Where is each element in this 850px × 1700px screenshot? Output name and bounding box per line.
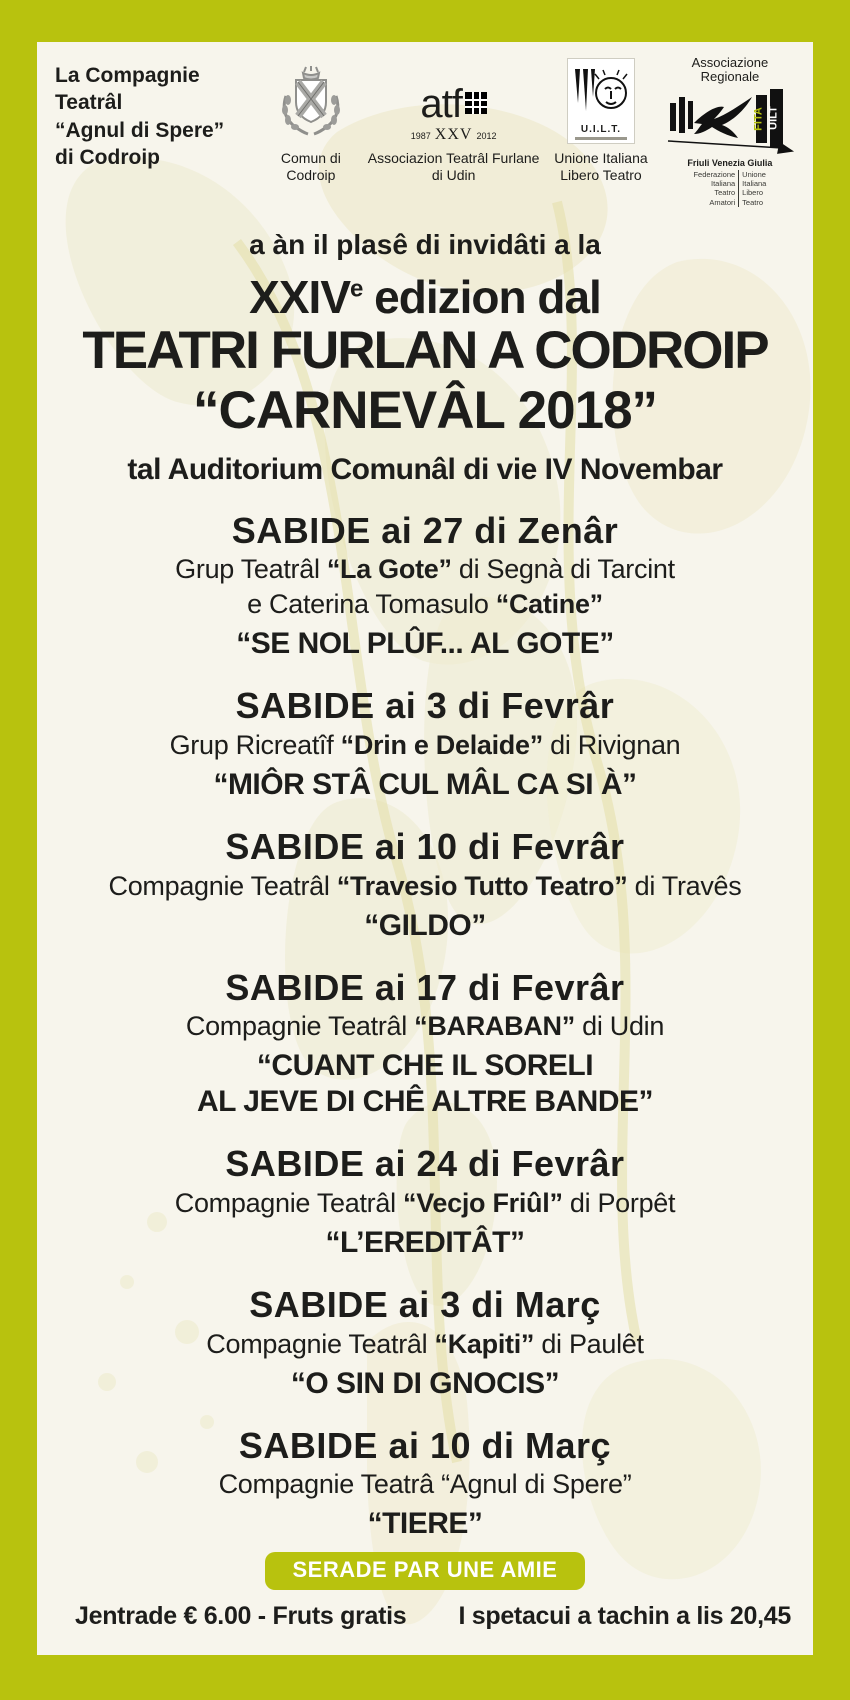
- logo-comun-caption: Comun di Codroip: [280, 150, 341, 183]
- fita-fine-r4: Teatro: [742, 197, 764, 207]
- poster-canvas: [37, 42, 813, 1655]
- event-4-play-title-line2: AL JEVE DI CHÊ ALTRE BANDE”: [197, 1085, 653, 1119]
- logo-comun-di-codroip: [256, 56, 367, 184]
- atf-year-mid: XXV: [434, 126, 473, 143]
- fita-fine-l4: Amatori: [709, 197, 736, 207]
- event-2-date: SABIDE ai 3 di Fevrâr: [235, 685, 615, 727]
- event-4-company-name: “BARABAN”: [414, 1011, 575, 1042]
- event-1-line2-pre: e Caterina Tomasulo: [247, 589, 496, 620]
- event-7-company: [37, 1469, 813, 1500]
- uilt-vertical-label: UILT: [767, 105, 780, 130]
- organizer-line3: di Codroip: [55, 145, 160, 169]
- event-4-play-title-line1: “CUANT CHE IL SORELI: [256, 1049, 594, 1083]
- invitation-line: a àn il plasê di invidâti a la: [249, 229, 601, 261]
- organizer-line1: La Compagnie Teatrâl: [55, 64, 200, 115]
- event-4-company: [37, 1011, 813, 1042]
- fita-fine-l2: Italiana: [710, 178, 736, 188]
- event-5-company-post: di Porpêt: [562, 1187, 676, 1218]
- event-3-company-pre: Compagnie Teatrâl: [108, 870, 337, 901]
- event-1-company-pre: Grup Teatrâl: [175, 554, 327, 585]
- festival-title: TEATRI FURLAN A CODROIP: [82, 321, 768, 381]
- edition-ordinal: e: [350, 275, 363, 303]
- event-3-company-post: di Travês: [627, 870, 742, 901]
- event-4-company-post: di Udin: [574, 1011, 665, 1042]
- fita-region-label: Friuli Venezia Giulia: [687, 157, 773, 168]
- event-3-company: [37, 871, 813, 902]
- footer: [37, 1602, 813, 1655]
- event-2-play-title: “MIÔR STÂ CUL MÂL CA SI À”: [213, 768, 637, 801]
- event-2-company-pre: Grup Ricreatîf: [169, 729, 341, 760]
- event-6-date: SABIDE ai 3 di Març: [249, 1283, 601, 1325]
- event-1-line2-name: “Catine”: [495, 589, 603, 620]
- fita-vertical-label: FITA: [752, 106, 765, 131]
- atf-year-right: 2012: [476, 131, 497, 141]
- event-block-2: [37, 662, 813, 803]
- event-block-3: [37, 803, 813, 944]
- fita-top1: Associazione: [691, 55, 769, 70]
- event-6-company: [37, 1329, 813, 1360]
- event-block-4: [37, 944, 813, 1121]
- event-1-company: [37, 554, 813, 585]
- logo-fita-uilt: [661, 56, 799, 207]
- fita-eagle-icon: [664, 85, 796, 157]
- event-4-company-pre: Compagnie Teatrâl: [185, 1011, 415, 1042]
- event-6-company-pre: Compagnie Teatrâl: [206, 1328, 435, 1359]
- logo-uilt-caption2: Libero Teatro: [560, 166, 642, 183]
- logo-atf-caption1: Associazion Teatrâl Furlane: [367, 150, 540, 166]
- event-block-6: [37, 1261, 813, 1402]
- showtime-note: I spetacui a tachin a lis 20,45: [458, 1602, 791, 1630]
- atf-square-icon: [465, 92, 487, 114]
- header: [37, 42, 813, 207]
- event-1-play-title: “SE NOL PLÛF... AL GOTE”: [236, 627, 614, 661]
- uilt-mask-icon: [567, 58, 635, 144]
- event-block-1: [37, 487, 813, 663]
- event-6-company-name: “Kapiti”: [434, 1328, 535, 1359]
- edition-rest: edizion dal: [362, 271, 601, 324]
- event-5-company-name: “Vecjo Friûl”: [403, 1187, 563, 1218]
- event-3-company-name: “Travesio Tutto Teatro”: [336, 870, 628, 901]
- event-1-company-post: di Segnà di Tarcint: [451, 554, 675, 585]
- event-2-company-name: “Drin e Delaide”: [340, 729, 543, 760]
- event-3-date: SABIDE ai 10 di Fevrâr: [225, 826, 625, 867]
- logo-atf-caption2: di Udin: [431, 166, 476, 183]
- venue-line: tal Auditorium Comunâl di vie IV Novembar: [127, 452, 723, 486]
- event-block-5: [37, 1120, 813, 1261]
- fita-fineprint: [693, 170, 766, 208]
- uilt-wordmark: U.I.L.T.: [580, 124, 622, 135]
- logo-atf: [366, 56, 541, 184]
- logo-uilt: [541, 56, 661, 184]
- event-4-date: SABIDE ai 17 di Fevrâr: [225, 966, 625, 1008]
- fita-fine-l3: Teatro: [714, 188, 736, 198]
- edition-line: [37, 271, 813, 324]
- fita-fine-l1: Federazione: [693, 169, 736, 179]
- logo-uilt-caption1: Unione Italiana: [554, 150, 648, 166]
- event-1-date: SABIDE ai 27 di Zenâr: [231, 509, 619, 551]
- event-5-play-title: “L’EREDITÂT”: [325, 1225, 525, 1259]
- event-5-company-pre: Compagnie Teatrâl: [174, 1187, 403, 1218]
- edition-number: XXIV: [249, 271, 350, 324]
- atf-years: [411, 126, 497, 144]
- event-2-company: [37, 730, 813, 761]
- uilt-fineprint-bar: [575, 137, 627, 140]
- event-1-company-line2: [37, 589, 813, 620]
- event-6-company-post: di Paulêt: [534, 1328, 644, 1359]
- event-1-company-name: “La Gote”: [326, 554, 452, 585]
- atf-wordmark: atf: [420, 82, 462, 126]
- event-2-company-post: di Rivignan: [542, 729, 681, 760]
- event-7-play-title: “TIERE”: [367, 1507, 483, 1541]
- event-block-7: [37, 1402, 813, 1591]
- event-5-company: [37, 1188, 813, 1219]
- fita-fine-r1: Unione: [742, 169, 766, 179]
- fita-fine-r3: Libero: [742, 188, 764, 198]
- fita-top2: Regionale: [700, 69, 760, 85]
- atf-year-left: 1987: [410, 131, 431, 141]
- event-6-play-title: “O SIN DI GNOCIS”: [290, 1366, 560, 1400]
- admission-price: Jentrade € 6.00 - Fruts gratis: [75, 1602, 407, 1630]
- serade-badge: SERADE PAR UNE AMIE: [265, 1552, 586, 1590]
- organizer-name: [55, 56, 256, 171]
- event-3-play-title: “GILDO”: [364, 908, 486, 942]
- festival-subtitle: “CARNEVÂL 2018”: [192, 381, 658, 441]
- fita-fine-r2: Italiana: [742, 178, 767, 188]
- codroip-crest-icon: [268, 64, 354, 144]
- event-7-company-pre: Compagnie Teatrâ “Agnul di Spere”: [218, 1469, 632, 1500]
- event-5-date: SABIDE ai 24 di Fevrâr: [225, 1143, 625, 1185]
- event-7-date: SABIDE ai 10 di Març: [238, 1424, 612, 1466]
- organizer-line2: “Agnul di Spere”: [55, 118, 225, 142]
